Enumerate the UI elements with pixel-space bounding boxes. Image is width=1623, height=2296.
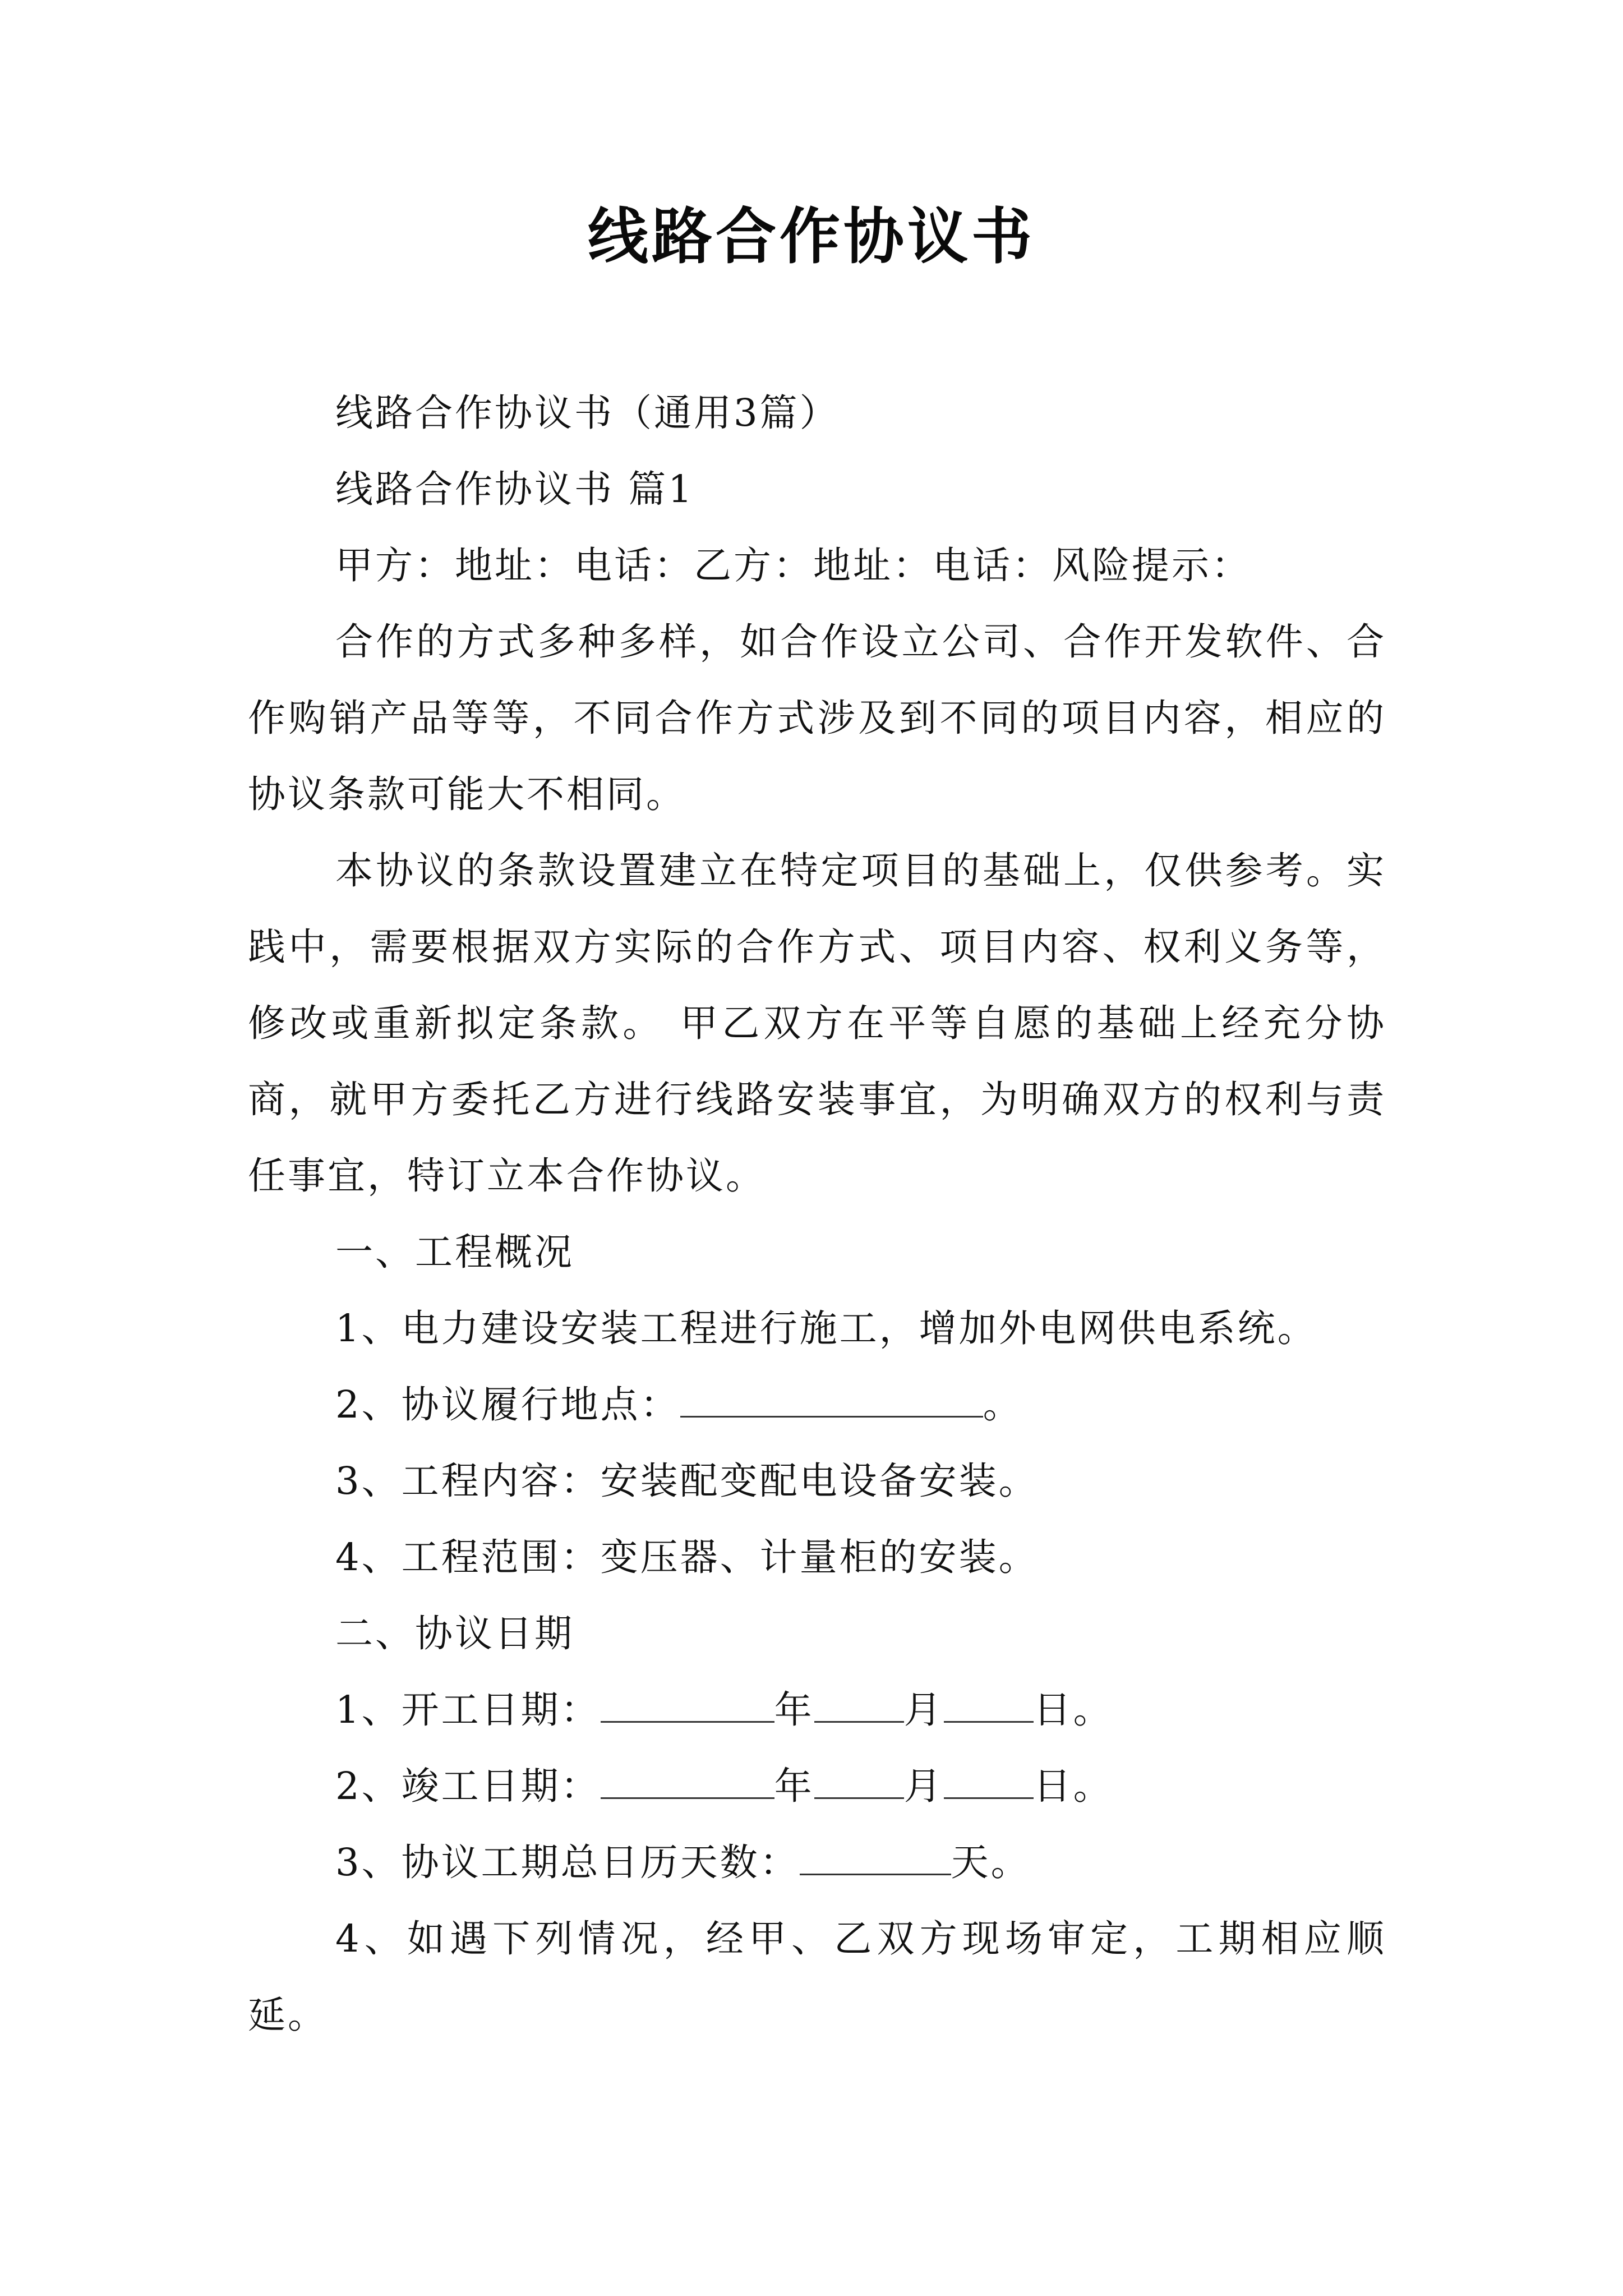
subtitle: 线路合作协议书（通用3篇） [335, 391, 840, 435]
duration-line [248, 1824, 1386, 1901]
location-blank[interactable] [680, 1382, 983, 1418]
end-year-blank[interactable] [601, 1764, 774, 1799]
end-date-line [248, 1748, 1386, 1824]
extension-clause: 4、如遇下列情况，经甲、乙双方现场审定，工期相应顺延。 [248, 1917, 1386, 2037]
duration-blank[interactable] [800, 1840, 951, 1875]
document-body [248, 375, 1386, 2053]
section-heading-overview: 一、工程概况 [335, 1230, 574, 1274]
overview-item-2-label: 2、协议履行地点： [335, 1383, 680, 1427]
start-year-blank[interactable] [601, 1687, 774, 1723]
section-heading-dates: 二、协议日期 [335, 1612, 574, 1655]
parties-line: 甲方：地址：电话：乙方：地址：电话：风险提示： [335, 544, 1251, 587]
end-date-label: 2、竣工日期： [335, 1764, 601, 1808]
start-day-blank[interactable] [944, 1687, 1034, 1723]
paragraph-cooperation-modes: 合作的方式多种多样，如合作设立公司、合作开发软件、合作购销产品等等，不同合作方式涉及到不同的项目内容，相应的协议条款可能大不相同。 [248, 620, 1386, 816]
start-day-label: 日。 [1033, 1688, 1113, 1732]
article-heading: 线路合作协议书 篇1 [335, 467, 694, 511]
overview-item-4: 4、工程范围：变压器、计量柜的安装。 [335, 1535, 1039, 1579]
paragraph-reference-note: 本协议的条款设置建立在特定项目的基础上，仅供参考。实践中，需要根据双方实际的合作方式、项目内容、权利义务等，修改或重新拟定条款。 甲乙双方在平等自愿的基础上经充分协商，就甲方委托乙方进行线路安装事宜，为明确双方的权利与责任事宜，特订立本合作协议。 [248, 849, 1386, 1198]
overview-item-3: 3、工程内容：安装配变配电设备安装。 [335, 1459, 1039, 1503]
start-month-label: 月 [903, 1688, 944, 1732]
end-month-blank[interactable] [814, 1764, 904, 1799]
overview-item-2-end: 。 [983, 1383, 1023, 1427]
end-day-label: 日。 [1033, 1764, 1113, 1808]
document-title: 线路合作协议书 [587, 202, 1035, 272]
overview-item-2 [248, 1366, 1386, 1443]
start-date-line [248, 1672, 1386, 1748]
duration-label: 3、协议工期总日历天数： [335, 1841, 800, 1884]
start-date-label: 1、开工日期： [335, 1688, 601, 1732]
end-day-blank[interactable] [944, 1764, 1034, 1799]
end-month-label: 月 [903, 1764, 944, 1808]
duration-unit: 天。 [951, 1841, 1031, 1884]
start-year-label: 年 [774, 1688, 814, 1732]
start-month-blank[interactable] [814, 1687, 904, 1723]
end-year-label: 年 [774, 1764, 814, 1808]
overview-item-1: 1、电力建设安装工程进行施工，增加外电网供电系统。 [335, 1306, 1317, 1350]
